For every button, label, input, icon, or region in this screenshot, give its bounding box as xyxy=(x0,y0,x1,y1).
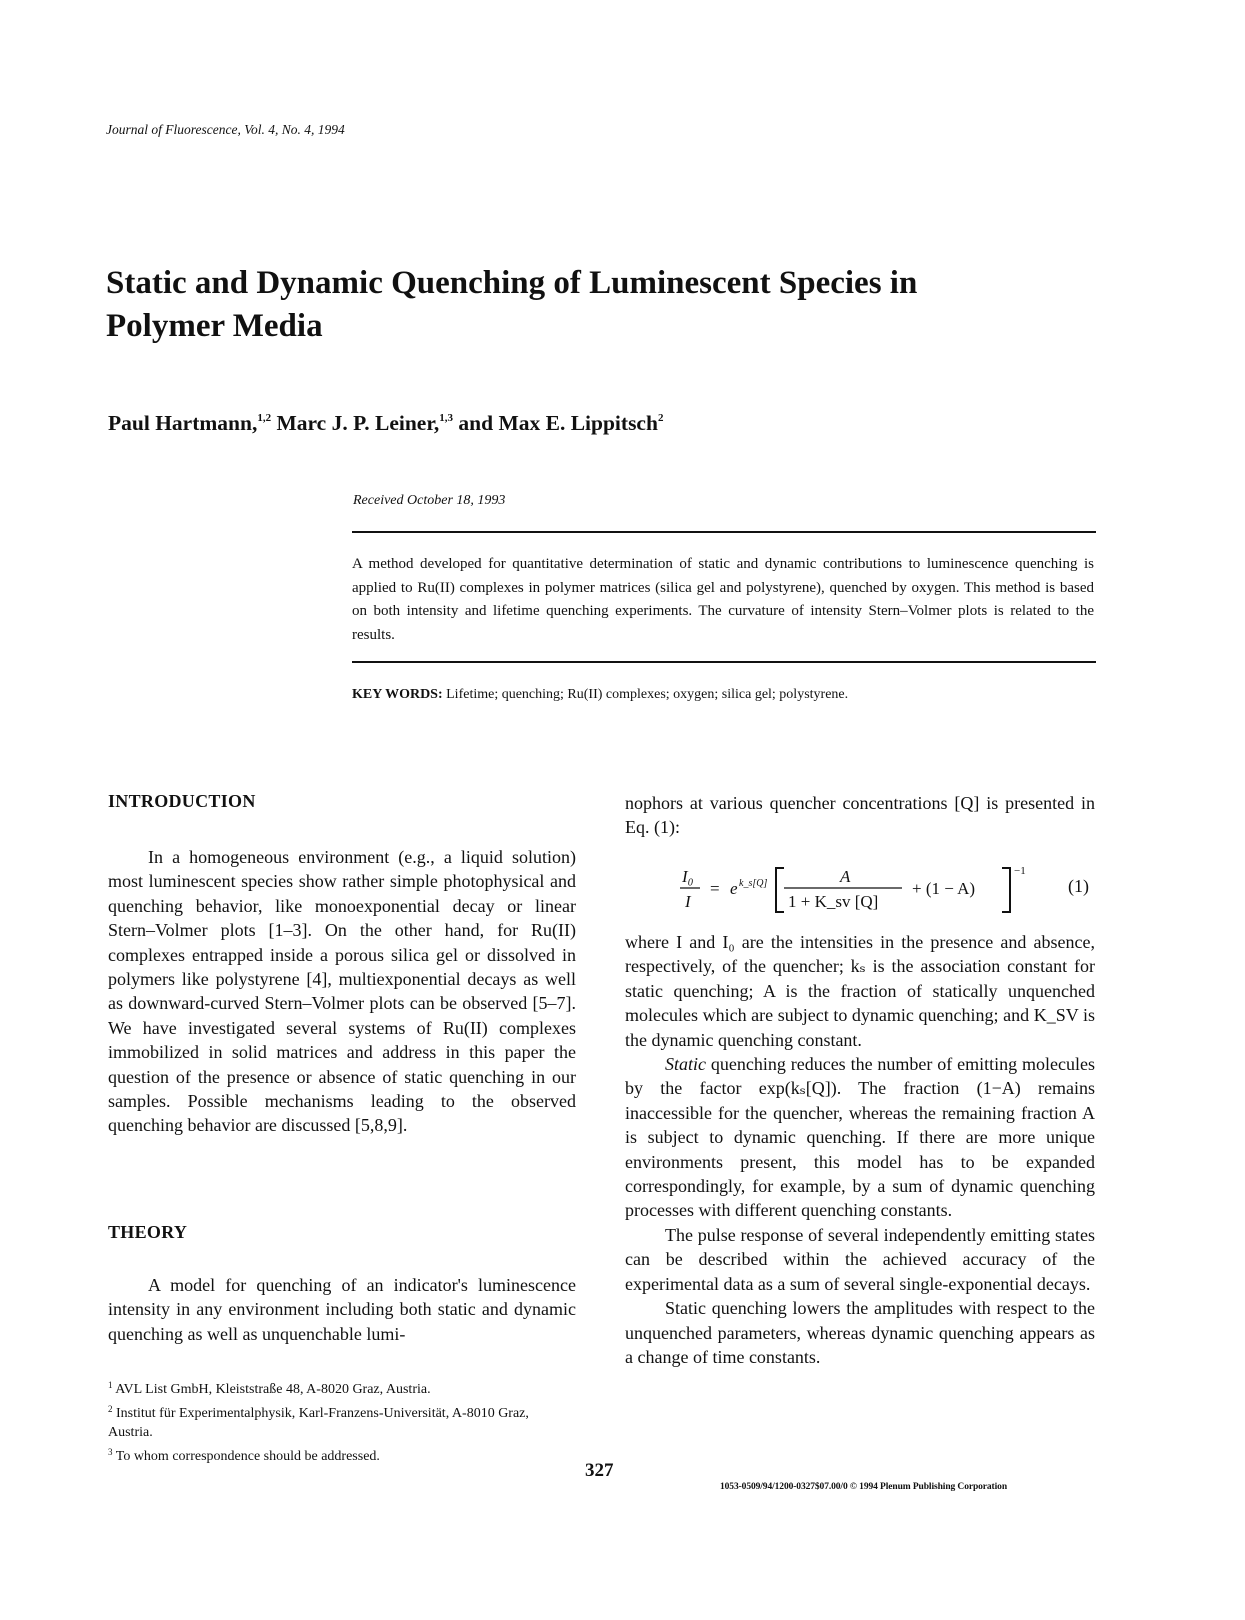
author-3: and Max E. Lippitsch xyxy=(453,411,658,435)
author-1: Paul Hartmann, xyxy=(108,411,258,435)
right-paragraph-4: Static quenching lowers the amplitudes with respect to the unquenched parameters, whereas dynamic quenching appears as a change of time constants. xyxy=(625,1298,1095,1367)
right-paragraph-3: The pulse response of several independently emitting states can be described within the achieved accuracy of the experimental data as a sum of several single-exponential decays. xyxy=(625,1224,1095,1294)
footnote-mark: 1 xyxy=(108,1380,113,1390)
footnote-mark: 3 xyxy=(108,1446,113,1457)
right-paragraph-2 xyxy=(625,1052,1095,1223)
equation-intro: nophors at various quencher concentrations [Q] is presented in Eq. (1): xyxy=(625,793,1095,838)
footnote-2 xyxy=(108,1400,576,1443)
footnote-mark: 2 xyxy=(108,1403,113,1414)
eq-plus-term: + (1 − A) xyxy=(912,879,976,898)
eq-exp-base: e xyxy=(730,879,738,898)
article-title xyxy=(106,262,1106,348)
abstract-bottom-rule xyxy=(352,661,1096,663)
keywords xyxy=(352,687,848,703)
author-2: Marc J. P. Leiner, xyxy=(271,411,440,435)
abstract-top-rule xyxy=(352,531,1096,533)
equation-1 xyxy=(680,862,1100,918)
right-paragraph-1: where I and I₀ are the intensities in the presence and absence, respectively, of the quencher; kₛ is the association constant for static quenching; A is the fraction of statically unquenched molecules which are subject to dynamic quenching; and K_SV is the dynamic quenching constant. xyxy=(625,932,1095,1050)
static-emphasis: Static xyxy=(665,1054,706,1075)
footnote-text: Institut für Experimentalphysik, Karl-Franzens-Universität, A-8010 Graz, Austria. xyxy=(108,1405,529,1440)
title-line-1: Static and Dynamic Quenching of Luminescent Species in xyxy=(106,265,918,301)
keywords-label: KEY WORDS: xyxy=(352,687,443,702)
eq-fraction-denominator: 1 + K_sv [Q] xyxy=(788,892,879,911)
theory-body xyxy=(108,1273,576,1346)
author-1-affil: 1,2 xyxy=(257,412,272,424)
author-2-affil: 1,3 xyxy=(439,412,454,424)
footnote-text: AVL List GmbH, Kleiststraße 48, A-8020 Graz, Austria. xyxy=(115,1382,431,1397)
right-paragraph-2-text: quenching reduces the number of emitting molecules by the factor exp(kₛ[Q]). The fraction (1−A) remains inaccessible for the quencher, whereas the remaining fraction A is subject to dynamic quenching. If there are more unique environments present, this model has to be expanded correspondingly, for example, by a sum of dynamic quenching processes with different quenching constants. xyxy=(625,1054,1095,1221)
copyright-line: 1053-0509/94/1200-0327$07.00/0 © 1994 Plenum Publishing Corporation xyxy=(720,1482,1007,1492)
title-line-2: Polymer Media xyxy=(106,308,323,344)
author-3-affil: 2 xyxy=(657,412,664,424)
author-list xyxy=(108,411,663,436)
abstract: A method developed for quantitative determination of static and dynamic contributions to luminescence quenching is applied to Ru(II) complexes in polymer matrices (silica gel and polystyrene), quenched by oxygen. This method is based on both intensity and lifetime quenching experiments. The curvature of intensity Stern–Volmer plots is related to the results. xyxy=(352,556,1094,643)
right-column-body xyxy=(625,930,1095,1369)
section-heading-theory: THEORY xyxy=(108,1222,188,1242)
footnote-text: To whom correspondence should be addressed. xyxy=(115,1448,380,1464)
theory-paragraph: A model for quenching of an indicator's luminescence intensity in any environment including both static and dynamic quenching as well as unquenchable lumi- xyxy=(108,1275,576,1344)
eq-outer-exponent: −1 xyxy=(1014,865,1026,877)
keywords-list: Lifetime; quenching; Ru(II) complexes; oxygen; silica gel; polystyrene. xyxy=(442,687,849,702)
page-number: 327 xyxy=(585,1460,614,1481)
footnotes xyxy=(108,1376,576,1466)
eq-fraction-numerator: A xyxy=(840,867,851,886)
received-date: Received October 18, 1993 xyxy=(353,493,506,508)
running-head: Journal of Fluorescence, Vol. 4, No. 4, 1994 xyxy=(106,122,345,137)
introduction-body xyxy=(108,845,576,1138)
eq-equals: = xyxy=(710,879,720,898)
footnote-3 xyxy=(108,1443,576,1467)
equation-number: (1) xyxy=(1068,876,1089,896)
theory-continued xyxy=(625,791,1095,840)
eq-lhs-numerator: I₀ xyxy=(682,867,694,886)
footnote-1 xyxy=(108,1376,576,1400)
eq-lhs-denominator: I xyxy=(685,892,691,911)
eq-exp-superscript: k_s[Q] xyxy=(739,878,768,889)
section-heading-introduction: INTRODUCTION xyxy=(108,791,256,811)
introduction-paragraph: In a homogeneous environment (e.g., a liquid solution) most luminescent species show rather simple photophysical and quenching behavior, like monoexponential decay or linear Stern–Volmer plots [1–3]. On the other hand, for Ru(II) complexes entrapped inside a porous silica gel or dissolved in polymers like polystyrene [4], multiexponential decays as well as downward-curved Stern–Volmer plots can be observed [5–7]. We have investigated several systems of Ru(II) complexes immobilized in solid matrices and address in this paper the question of the presence or absence of static quenching in our samples. Possible mechanisms leading to the observed quenching behavior are discussed [5,8,9]. xyxy=(108,847,576,1136)
